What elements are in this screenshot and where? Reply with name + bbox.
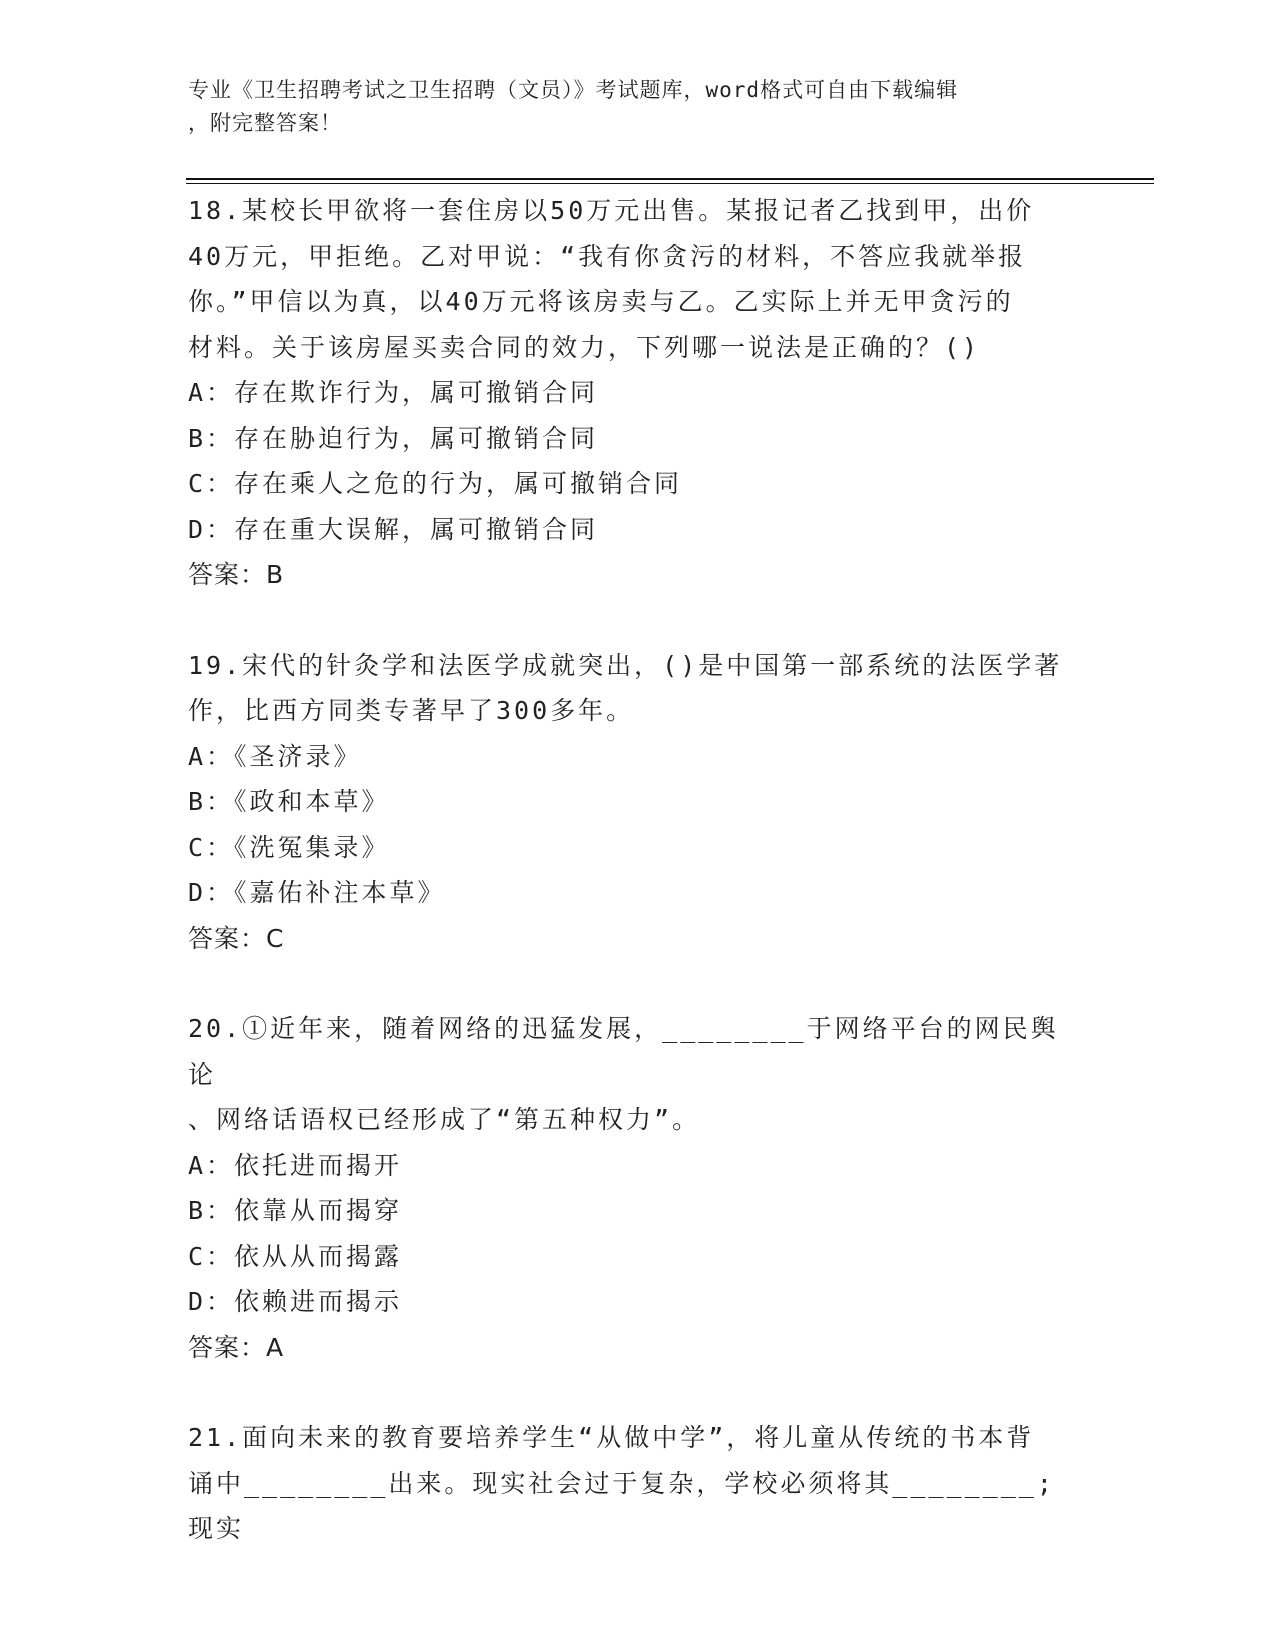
answer-label: 答案：A [188,1332,285,1362]
question-text-line: 材料。关于该房屋买卖合同的效力，下列哪一说法是正确的？() [188,332,981,362]
question-20 [188,1006,1078,1370]
question-21 [188,1415,1078,1552]
question-text-line: 21.面向未来的教育要培养学生“从做中学”，将儿童从传统的书本背 [188,1423,1035,1452]
question-text-line: 诵中________出来。现实社会过于复杂，学校必须将其________;现实 [188,1468,1055,1543]
header-divider-thick [186,178,1154,180]
question-text-line: 20.①近年来，随着网络的迅猛发展，________于网络平台的网民舆论 [188,1014,1059,1089]
option-d: D：依赖进而揭示 [188,1287,403,1316]
option-b: B：《政和本草》 [188,787,390,816]
option-c: C：存在乘人之危的行为，属可撤销合同 [188,469,683,498]
option-c: C：依从从而揭露 [188,1241,403,1271]
question-19 [188,643,1078,962]
spacer [188,961,1078,1006]
option-a: A：依托进而揭开 [188,1150,403,1180]
document-header [188,74,1068,140]
question-text-line: 你。”甲信以为真，以40万元将该房卖与乙。乙实际上并无甲贪污的 [188,287,1014,316]
question-text-line: 40万元，甲拒绝。乙对甲说：“我有你贪污的材料，不答应我就举报 [188,241,1027,271]
spacer [188,1370,1078,1415]
option-d: D：《嘉佑补注本草》 [188,878,446,907]
question-text-line: 作，比西方同类专著早了300多年。 [188,696,635,725]
header-line-1: 专业《卫生招聘考试之卫生招聘（文员）》考试题库，word格式可自由下载编辑 [188,78,959,102]
spacer [188,598,1078,643]
answer-label: 答案：C [188,923,285,953]
option-b: B：存在胁迫行为，属可撤销合同 [188,423,599,453]
option-a: A：存在欺诈行为，属可撤销合同 [188,378,599,407]
answer-label: 答案：B [188,560,285,589]
question-text-line: 、网络话语权已经形成了“第五种权力”。 [188,1105,701,1134]
option-c: C：《洗冤集录》 [188,832,390,862]
option-d: D：存在重大误解，属可撤销合同 [188,514,599,544]
option-a: A：《圣济录》 [188,741,362,771]
question-18 [188,188,1078,598]
header-line-2: ，附完整答案！ [188,111,342,135]
question-text-line: 18.某校长甲欲将一套住房以50万元出售。某报记者乙找到甲，出价 [188,196,1035,225]
header-divider-thin [186,183,1154,184]
question-list [188,188,1078,1552]
option-b: B：依靠从而揭穿 [188,1196,403,1225]
question-text-line: 19.宋代的针灸学和法医学成就突出，()是中国第一部系统的法医学著 [188,650,1063,680]
